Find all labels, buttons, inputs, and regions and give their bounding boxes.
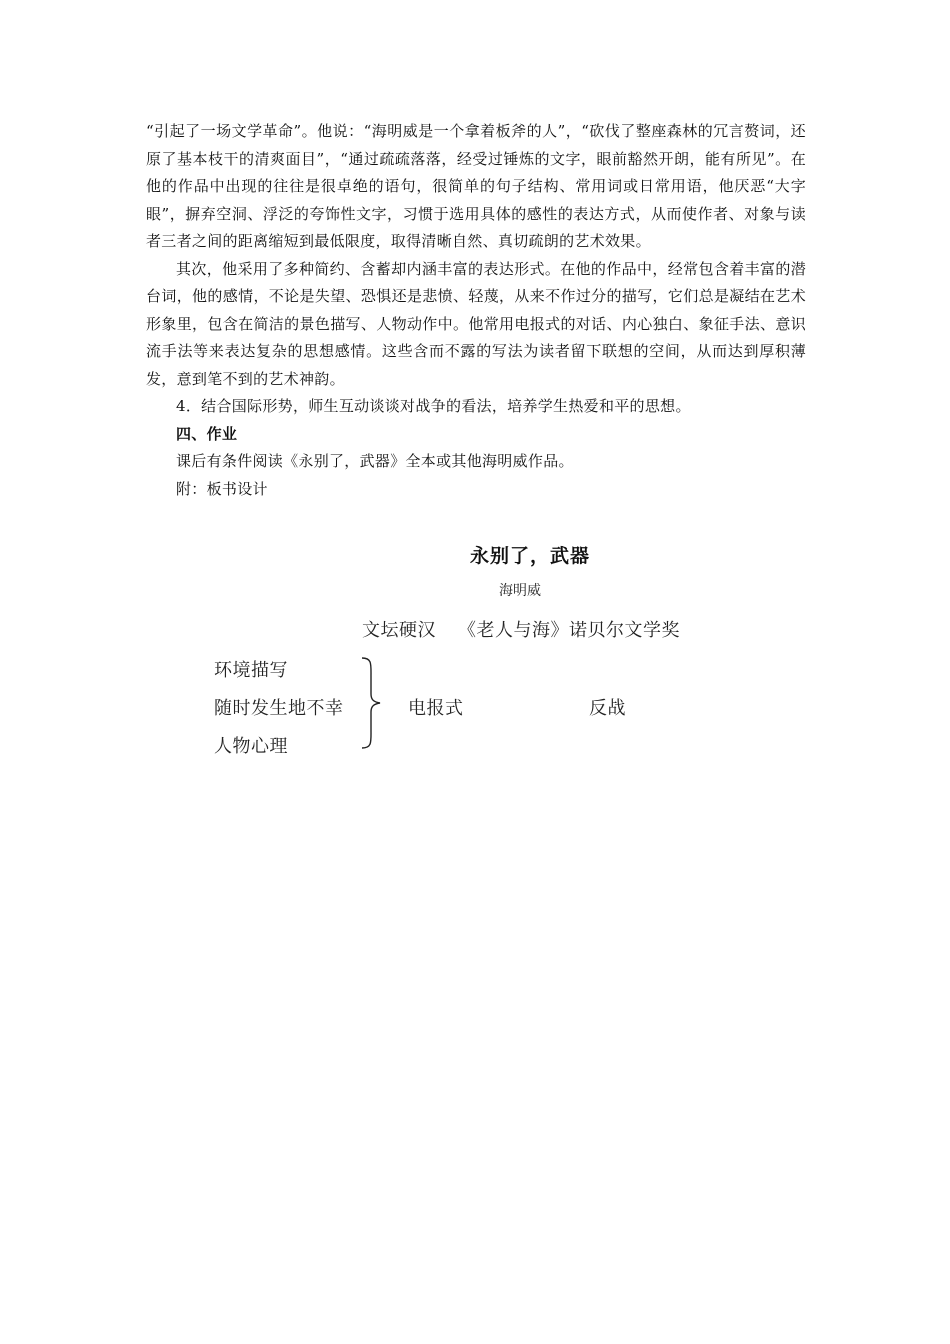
section-heading: 四、作业 (176, 424, 238, 443)
board-subtitle-left: 文坛硬汉 (362, 620, 436, 641)
board-right-item: 反战 (589, 698, 626, 719)
paragraph-item-4: 4．结合国际形势，师生互动谈谈对战争的看法，培养学生热爱和平的思想。 (176, 397, 691, 415)
paragraph-1: “引起了一场文学革命”。他说：“海明威是一个拿着板斧的人”，“砍伐了整座森林的冗言赘词，还原了基本枝干的清爽面目”，“通过疏疏落落，经受过锤炼的文字，眼前豁然开朗，能有所见”。在他的作品中出现的往往是很卓绝的语句，很简单的句子结构、常用词或日常用语，他厌恶“大字眼”，摒弃空洞、浮泛的夸饰性文字，习惯于选用具体的感性的表达方式，从而使作者、对象与读者三者之间的距离缩短到最低限度，取得清晰自然、真切疏朗的艺术效果。 (146, 122, 806, 250)
right-brace-icon (356, 656, 384, 750)
body-text (146, 118, 806, 503)
homework-text: 课后有条件阅读《永别了，武器》全本或其他海明威作品。 (176, 452, 574, 470)
board-title: 永别了，武器 (470, 545, 591, 567)
board-author: 海明威 (499, 583, 541, 599)
board-middle-item: 电报式 (408, 698, 464, 719)
appendix-label: 附：板书设计 (176, 479, 268, 498)
paragraph-2: 其次，他采用了多种简约、含蓄却内涵丰富的表达形式。在他的作品中，经常包含着丰富的潜台词，他的感情，不论是失望、恐惧还是悲愤、轻蔑，从来不作过分的描写，它们总是凝结在艺术形象里，包含在简洁的景色描写、人物动作中。他常用电报式的对话、内心独白、象征手法、意识流手法等来表达复杂的思想感情。这些含而不露的写法为读者留下联想的空间，从而达到厚积薄发，意到笔不到的艺术神韵。 (146, 259, 806, 388)
board-left-item-1: 环境描写 (214, 660, 288, 681)
board-subtitle-right: 《老人与海》诺贝尔文学奖 (458, 620, 680, 641)
board-left-item-2: 随时发生地不幸 (214, 698, 344, 719)
board-subtitle (362, 616, 680, 642)
board-left-item-3: 人物心理 (214, 736, 288, 757)
